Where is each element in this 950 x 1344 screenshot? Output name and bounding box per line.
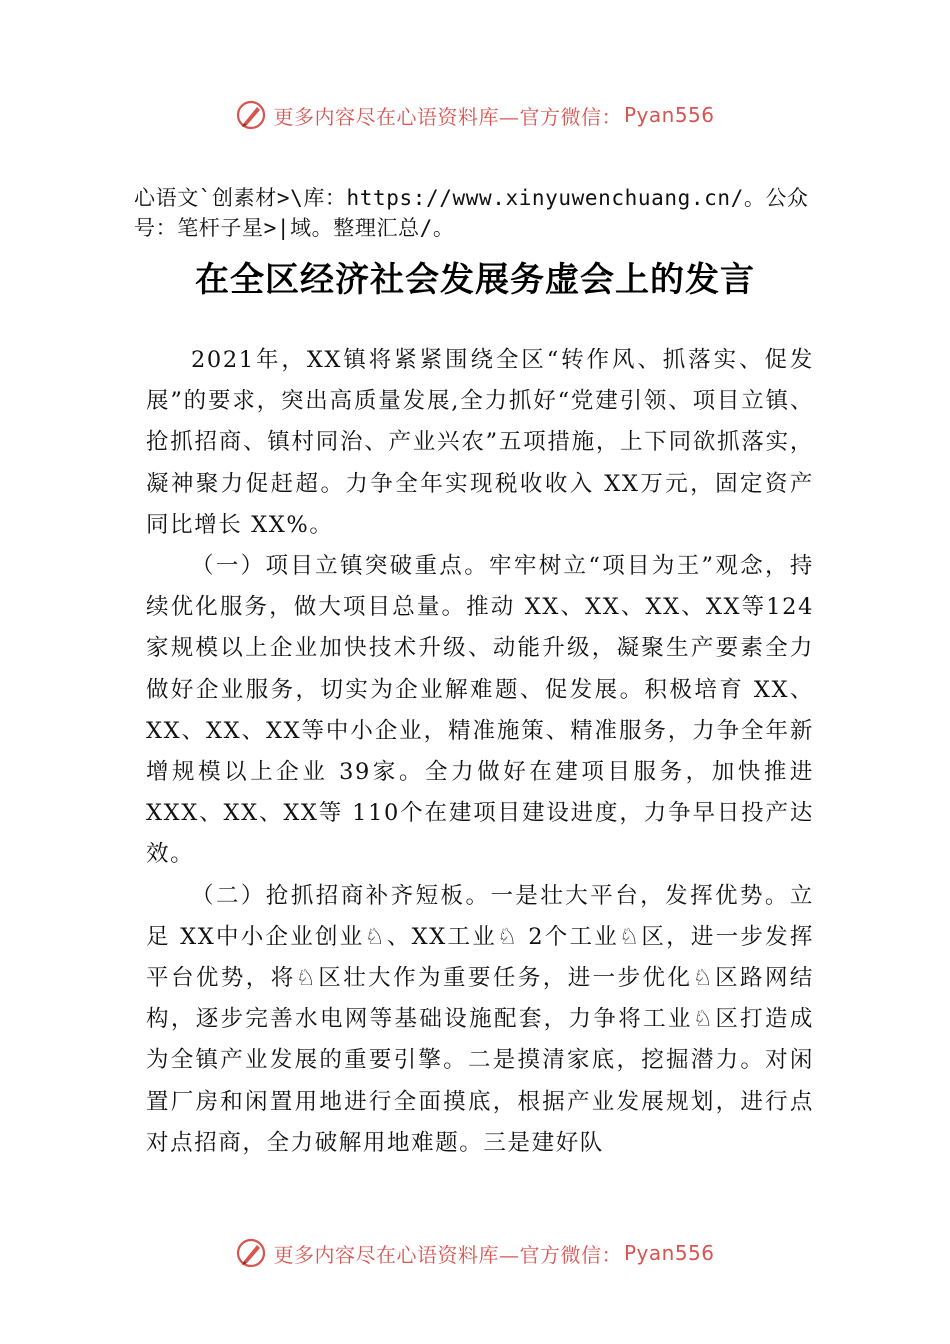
document-title: 在全区经济社会发展务虚会上的发言: [195, 260, 755, 300]
quill-pen-logo-icon: [235, 1237, 267, 1269]
source-note: 心语文`创素材>\库：https://www.xinyuwenchuang.cn/。公众号：笔杆子星>|域。整理汇总/。: [134, 186, 809, 240]
paragraph-section-2: （二）抢抓招商补齐短板。一是壮大平台，发挥优势。立足 XX中小企业创业♘、XX工业♘ 2个工业♘区，进一步发挥平台优势，将♘区壮大作为重要任务，进一步优化♘区路网结构，逐步完善水电网等基础设施配套，力争将工业♘区打造成为全镇产业发展的重要引擎。二是摸清家底，挖掘潜力。对闲置厂房和闲置用地进行全面摸底，根据产业发展规划，进行点对点招商，全力破解用地难题。三是建好队: [146, 882, 814, 1156]
document-body: [146, 340, 814, 1164]
header-banner-handle: Pyan556: [623, 103, 715, 127]
footer-banner-text: 更多内容尽在心语资料库—官方微信：: [273, 1242, 622, 1267]
quill-pen-logo-icon: [235, 99, 267, 131]
header-banner: [0, 95, 950, 135]
footer-banner: [0, 1233, 950, 1273]
footer-banner-handle: Pyan556: [623, 1241, 715, 1265]
header-banner-text: 更多内容尽在心语资料库—官方微信：: [273, 104, 622, 129]
paragraph-intro: 2021年，XX镇将紧紧围绕全区“转作风、抓落实、促发展”的要求，突出高质量发展,全力抓好“党建引领、项目立镇、抢抓招商、镇村同治、产业兴农”五项措施，上下同欲抓落实，凝神聚力促赶超。力争全年实现税收收入 XX万元，固定资产同比增长 XX%。: [146, 347, 814, 538]
paragraph-section-1: （一）项目立镇突破重点。牢牢树立“项目为王”观念，持续优化服务，做大项目总量。推动 XX、XX、XX、XX等124 家规模以上企业加快技术升级、动能升级，凝聚生产要素全力做好企业服务，切实为企业解难题、促发展。积极培育 XX、XX、XX、XX等中小企业，精准施策、精准服务，力争全年新增规模以上企业 39家。全力做好在建项目服务，加快推进 XXX、XX、XX等 110个在建项目建设进度，力争早日投产达效。: [146, 553, 814, 868]
